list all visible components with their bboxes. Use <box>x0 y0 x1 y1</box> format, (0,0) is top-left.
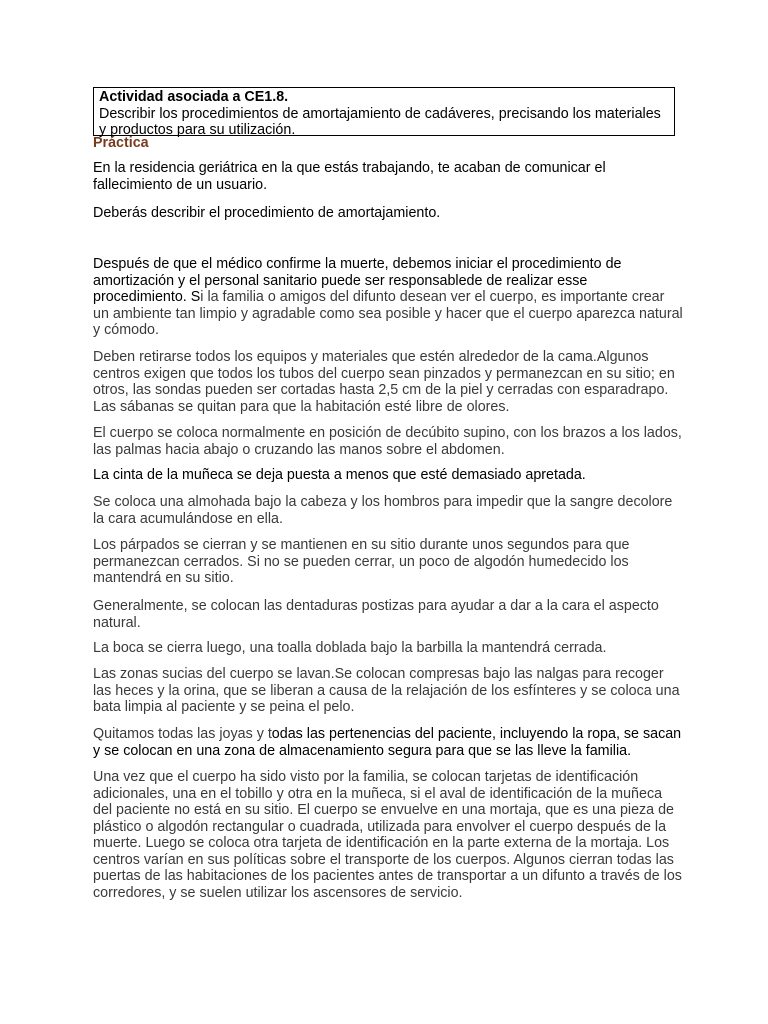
body-paragraph-4: La cinta de la muñeca se deja puesta a menos que esté demasiado apretada. <box>93 467 586 483</box>
activity-description: Describir los procedimientos de amortajamiento de cadáveres, precisando los materiales y productos para su utilización. <box>99 105 661 138</box>
body-paragraph-1 <box>93 256 683 339</box>
body-paragraph-2: Deben retirarse todos los equipos y materiales que estén alrededor de la cama.Algunos centros exigen que todos los tubos del cuerpo sean pinzados y permanezcan en su sitio; en otros, las sondas pueden ser cortadas hasta 2,5 cm de la piel y cerradas con esparadrapo. Las sábanas se quitan para que la habitación esté libre de olores. <box>93 349 675 415</box>
body-paragraph-11: Una vez que el cuerpo ha sido visto por la familia, se colocan tarjetas de identificación adicionales, una en el tobillo y otra en la muñeca, si el aval de identificación de la muñeca del paciente no está en su sitio. El cuerpo se envuelve en una mortaja, que es una pieza de plástico o algodón rectangular o cuadrada, utilizada para envolver el cuerpo después de la muerte. Luego se coloca otra tarjeta de identificación en la parte externa de la mortaja. Los centros varían en sus políticas sobre el transporte de los cuerpos. Algunos cierran todas las puertas de las habitaciones de los pacientes antes de transportar a un difunto a través de los corredores, y se suelen utilizar los ascensores de servicio. <box>93 769 682 901</box>
body-paragraph-10-part-a: Quitamos todas las joyas y t <box>93 726 272 742</box>
body-paragraph-5: Se coloca una almohada bajo la cabeza y los hombros para impedir que la sangre decolore la cara acumulándose en ella. <box>93 494 673 527</box>
body-paragraph-1-part-a: Después de que el médico confirme la muerte, debemos iniciar el procedimiento de amortización y el personal sanitario puede ser responsablede de realizar esse procedimiento. S <box>93 256 622 305</box>
activity-box <box>93 87 675 136</box>
body-paragraph-7: Generalmente, se colocan las dentaduras postizas para ayudar a dar a la cara el aspecto natural. <box>93 598 659 631</box>
body-paragraph-10-part-b: odas las pertenencias del paciente, incluyendo la ropa, se sacan y se colocan en una zona de almacenamiento segura para que se las lleve la familia. <box>93 726 682 759</box>
body-paragraph-9: Las zonas sucias del cuerpo se lavan.Se colocan compresas bajo las nalgas para recoger las heces y la orina, que se liberan a causa de la relajación de los esfínteres y se coloca una bata limpia al paciente y se peina el pelo. <box>93 666 680 715</box>
body-paragraph-8: La boca se cierra luego, una toalla doblada bajo la barbilla la mantendrá cerrada. <box>93 640 607 656</box>
section-heading: Práctica <box>93 135 149 151</box>
body-paragraph-10 <box>93 726 683 759</box>
intro-paragraph-2: Deberás describir el procedimiento de amortajamiento. <box>93 205 441 221</box>
body-paragraph-1-part-b: i la familia o amigos del difunto desean ver el cuerpo, es importante crear un ambiente tan limpio y agradable como sea posible y hacer que el cuerpo aparezca natural y cómodo. <box>93 289 683 338</box>
body-paragraph-6: Los párpados se cierran y se mantienen en su sitio durante unos segundos para que permanezcan cerrados. Si no se pueden cerrar, un poco de algodón humedecido los mantendrá en su sitio. <box>93 537 630 586</box>
activity-title: Actividad asociada a CE1.8. <box>99 89 289 105</box>
intro-paragraph-1: En la residencia geriátrica en la que estás trabajando, te acaban de comunicar el fallecimiento de un usuario. <box>93 160 606 193</box>
body-paragraph-3: El cuerpo se coloca normalmente en posición de decúbito supino, con los brazos a los lados, las palmas hacia abajo o cruzando las manos sobre el abdomen. <box>93 425 682 458</box>
